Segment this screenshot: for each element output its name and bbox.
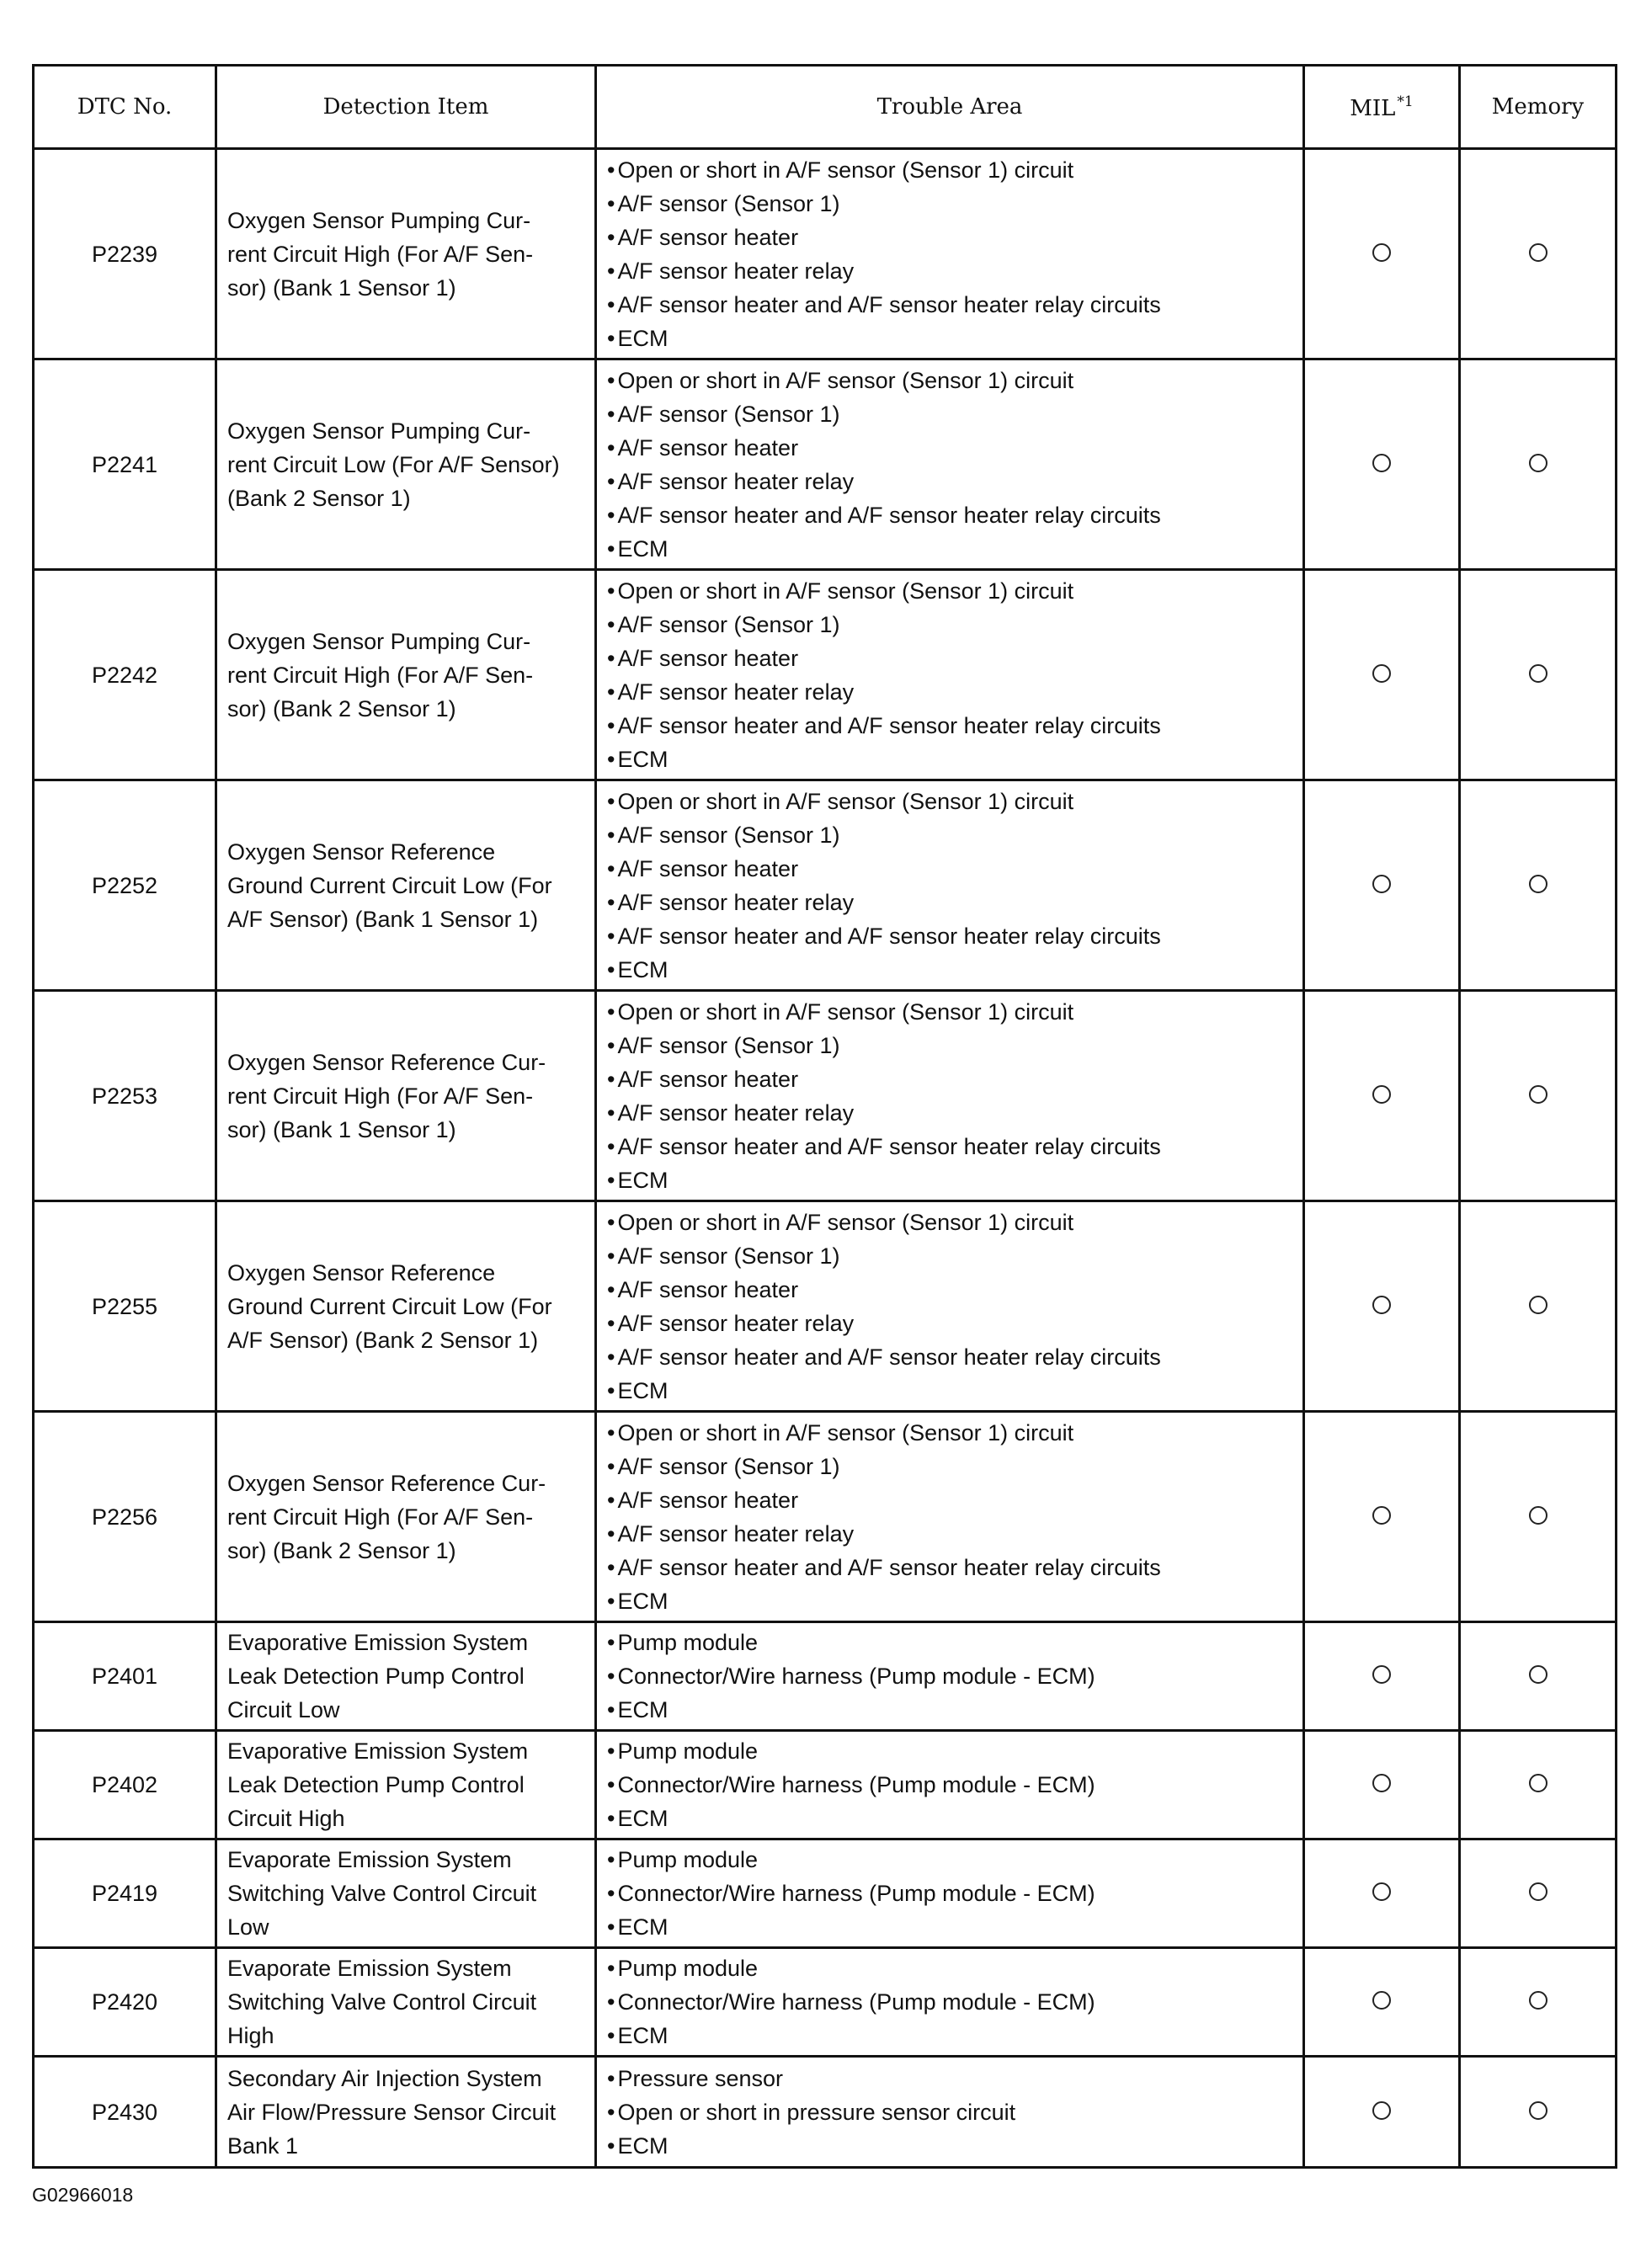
trouble-area-item: • A/F sensor heater — [607, 431, 1297, 465]
trouble-area-list — [607, 574, 1297, 776]
dtc-code: P2420 — [34, 1948, 216, 2057]
trouble-area-list — [607, 1206, 1297, 1408]
trouble-area — [596, 780, 1304, 991]
mil-cell — [1304, 1731, 1460, 1839]
memory-cell — [1460, 1731, 1617, 1839]
trouble-area-item: • ECM — [607, 2129, 1297, 2163]
trouble-area — [596, 1839, 1304, 1948]
detection-item-line: Oxygen Sensor Reference — [227, 839, 496, 865]
trouble-area-list — [607, 1843, 1297, 1944]
trouble-area-item: • A/F sensor heater — [607, 642, 1297, 675]
mil-circle-icon — [1372, 1991, 1391, 2010]
dtc-code: P2241 — [34, 359, 216, 570]
mil-circle-icon — [1372, 1296, 1391, 1314]
trouble-area-item: • A/F sensor heater — [607, 852, 1297, 886]
detection-item-line: Evaporative Emission System — [227, 1630, 529, 1655]
table-row — [34, 1839, 1617, 1948]
detection-item-line: Ground Current Circuit Low (For — [227, 1293, 552, 1319]
memory-cell — [1460, 570, 1617, 780]
trouble-area-item: • ECM — [607, 322, 1297, 355]
memory-cell — [1460, 991, 1617, 1201]
detection-item — [216, 1622, 596, 1731]
trouble-area-item: • Open or short in pressure sensor circuit — [607, 2095, 1297, 2129]
mil-circle-icon — [1372, 875, 1391, 893]
table-row — [34, 1622, 1617, 1731]
trouble-area-item: • A/F sensor heater relay — [607, 465, 1297, 498]
table-row — [34, 991, 1617, 1201]
table-row — [34, 780, 1617, 991]
trouble-area-item: • Pump module — [607, 1843, 1297, 1877]
detection-item-line: Low — [227, 1914, 269, 1940]
detection-item-line: Oxygen Sensor Pumping Cur- — [227, 418, 531, 444]
mil-circle-icon — [1372, 454, 1391, 472]
trouble-area-item: • ECM — [607, 1584, 1297, 1618]
trouble-area-item: • ECM — [607, 953, 1297, 987]
trouble-area — [596, 570, 1304, 780]
trouble-area-item: • ECM — [607, 1374, 1297, 1408]
trouble-area-list — [607, 1951, 1297, 2052]
detection-item-line: A/F Sensor) (Bank 2 Sensor 1) — [227, 1327, 539, 1353]
trouble-area-list — [607, 785, 1297, 987]
dtc-code: P2256 — [34, 1412, 216, 1622]
detection-item-line: High — [227, 2023, 274, 2048]
detection-item-line: A/F Sensor) (Bank 1 Sensor 1) — [227, 906, 539, 932]
mil-cell — [1304, 359, 1460, 570]
header-mil-label: MIL — [1350, 95, 1396, 121]
trouble-area-item: • Connector/Wire harness (Pump module - ECM) — [607, 1659, 1297, 1693]
trouble-area-item: • A/F sensor heater and A/F sensor heater relay circuits — [607, 919, 1297, 953]
detection-item — [216, 359, 596, 570]
mil-circle-icon — [1372, 1085, 1391, 1104]
detection-item — [216, 1731, 596, 1839]
trouble-area-item: • A/F sensor heater relay — [607, 675, 1297, 709]
trouble-area-item: • A/F sensor heater and A/F sensor heater relay circuits — [607, 1340, 1297, 1374]
trouble-area-item: • A/F sensor heater — [607, 1273, 1297, 1307]
trouble-area-item: • A/F sensor heater relay — [607, 1096, 1297, 1130]
trouble-area-item: • A/F sensor heater relay — [607, 1307, 1297, 1340]
trouble-area-list — [607, 1734, 1297, 1835]
detection-item-line: Oxygen Sensor Pumping Cur- — [227, 207, 531, 233]
table-row — [34, 1412, 1617, 1622]
trouble-area-item: • A/F sensor (Sensor 1) — [607, 818, 1297, 852]
memory-circle-icon — [1529, 1296, 1547, 1314]
detection-item — [216, 991, 596, 1201]
trouble-area-item: • Connector/Wire harness (Pump module - ECM) — [607, 1985, 1297, 2019]
mil-cell — [1304, 1948, 1460, 2057]
detection-item-line: rent Circuit High (For A/F Sen- — [227, 1504, 534, 1530]
memory-circle-icon — [1529, 1506, 1547, 1525]
mil-circle-icon — [1372, 1882, 1391, 1901]
trouble-area-item: • A/F sensor (Sensor 1) — [607, 608, 1297, 642]
trouble-area-item: • A/F sensor (Sensor 1) — [607, 1450, 1297, 1483]
detection-item-line: sor) (Bank 1 Sensor 1) — [227, 1116, 456, 1142]
header-mil-footnote: *1 — [1397, 93, 1414, 110]
trouble-area-item: • A/F sensor heater and A/F sensor heater relay circuits — [607, 498, 1297, 532]
trouble-area-item: • ECM — [607, 532, 1297, 566]
trouble-area-item: • A/F sensor heater and A/F sensor heater relay circuits — [607, 709, 1297, 743]
mil-cell — [1304, 2057, 1460, 2168]
detection-item — [216, 149, 596, 359]
memory-cell — [1460, 1622, 1617, 1731]
mil-cell — [1304, 149, 1460, 359]
memory-circle-icon — [1529, 2101, 1547, 2120]
detection-item-line: Leak Detection Pump Control — [227, 1772, 525, 1797]
trouble-area — [596, 1201, 1304, 1412]
memory-circle-icon — [1529, 1665, 1547, 1684]
detection-item-line: rent Circuit High (For A/F Sen- — [227, 241, 534, 267]
table-row — [34, 1731, 1617, 1839]
trouble-area-list — [607, 995, 1297, 1197]
memory-cell — [1460, 2057, 1617, 2168]
trouble-area-list — [607, 364, 1297, 566]
detection-item-line: sor) (Bank 1 Sensor 1) — [227, 274, 456, 301]
header-dtc-no: DTC No. — [34, 66, 216, 149]
trouble-area-item: • Open or short in A/F sensor (Sensor 1) circuit — [607, 574, 1297, 608]
memory-circle-icon — [1529, 1991, 1547, 2010]
trouble-area-item: • A/F sensor heater relay — [607, 1517, 1297, 1551]
header-row — [34, 66, 1617, 149]
trouble-area-item: • Open or short in A/F sensor (Sensor 1) circuit — [607, 153, 1297, 187]
memory-circle-icon — [1529, 875, 1547, 893]
trouble-area — [596, 1622, 1304, 1731]
detection-item — [216, 1839, 596, 1948]
detection-item-line: Leak Detection Pump Control — [227, 1664, 525, 1689]
trouble-area-item: • Connector/Wire harness (Pump module - ECM) — [607, 1877, 1297, 1910]
detection-item-line: Circuit Low — [227, 1697, 340, 1722]
table-row — [34, 149, 1617, 359]
detection-item-line: Oxygen Sensor Reference Cur- — [227, 1049, 546, 1075]
mil-cell — [1304, 570, 1460, 780]
memory-circle-icon — [1529, 664, 1547, 683]
detection-item-line: Switching Valve Control Circuit — [227, 1881, 537, 1906]
dtc-code: P2419 — [34, 1839, 216, 1948]
dtc-code: P2255 — [34, 1201, 216, 1412]
trouble-area-item: • Pump module — [607, 1626, 1297, 1659]
mil-cell — [1304, 1622, 1460, 1731]
memory-cell — [1460, 1412, 1617, 1622]
memory-cell — [1460, 780, 1617, 991]
memory-circle-icon — [1529, 1774, 1547, 1792]
trouble-area-item: • Open or short in A/F sensor (Sensor 1) circuit — [607, 995, 1297, 1029]
trouble-area-item: • ECM — [607, 743, 1297, 776]
dtc-table — [32, 64, 1617, 2169]
mil-circle-icon — [1372, 1506, 1391, 1525]
trouble-area-item: • ECM — [607, 1693, 1297, 1727]
trouble-area — [596, 991, 1304, 1201]
detection-item-line: rent Circuit High (For A/F Sen- — [227, 1083, 534, 1109]
detection-item-line: Oxygen Sensor Reference — [227, 1259, 496, 1286]
memory-circle-icon — [1529, 454, 1547, 472]
header-memory: Memory — [1460, 66, 1617, 149]
detection-item-line: Evaporative Emission System — [227, 1738, 529, 1764]
detection-item-line: sor) (Bank 2 Sensor 1) — [227, 1537, 456, 1563]
trouble-area-item: • A/F sensor (Sensor 1) — [607, 1029, 1297, 1062]
mil-cell — [1304, 780, 1460, 991]
mil-cell — [1304, 1412, 1460, 1622]
mil-circle-icon — [1372, 2101, 1391, 2120]
detection-item-line: Secondary Air Injection System — [227, 2065, 542, 2091]
detection-item-line: Air Flow/Pressure Sensor Circuit — [227, 2099, 557, 2125]
trouble-area-item: • Open or short in A/F sensor (Sensor 1) circuit — [607, 364, 1297, 397]
dtc-code: P2252 — [34, 780, 216, 991]
trouble-area-list — [607, 1416, 1297, 1618]
detection-item-line: Oxygen Sensor Reference Cur- — [227, 1470, 546, 1496]
detection-item-line: Circuit High — [227, 1806, 345, 1831]
memory-circle-icon — [1529, 1085, 1547, 1104]
detection-item-line: Oxygen Sensor Pumping Cur- — [227, 628, 531, 654]
trouble-area-item: • Pump module — [607, 1734, 1297, 1768]
mil-circle-icon — [1372, 1665, 1391, 1684]
dtc-code: P2239 — [34, 149, 216, 359]
trouble-area-item: • ECM — [607, 2019, 1297, 2052]
detection-item-line: rent Circuit Low (For A/F Sensor) — [227, 451, 560, 477]
memory-cell — [1460, 359, 1617, 570]
trouble-area-item: • Pump module — [607, 1951, 1297, 1985]
trouble-area-list — [607, 2062, 1297, 2163]
trouble-area — [596, 1412, 1304, 1622]
table-row — [34, 2057, 1617, 2168]
detection-item-line: sor) (Bank 2 Sensor 1) — [227, 695, 456, 721]
detection-item — [216, 1201, 596, 1412]
detection-item-line: Bank 1 — [227, 2132, 299, 2159]
trouble-area-item: • A/F sensor heater relay — [607, 254, 1297, 288]
detection-item — [216, 570, 596, 780]
header-detection-item: Detection Item — [216, 66, 596, 149]
trouble-area-item: • A/F sensor heater — [607, 1062, 1297, 1096]
memory-circle-icon — [1529, 1882, 1547, 1901]
table-row — [34, 1948, 1617, 2057]
detection-item — [216, 780, 596, 991]
mil-cell — [1304, 1201, 1460, 1412]
trouble-area-item: • A/F sensor heater — [607, 1483, 1297, 1517]
memory-cell — [1460, 1201, 1617, 1412]
mil-cell — [1304, 1839, 1460, 1948]
trouble-area — [596, 1731, 1304, 1839]
mil-circle-icon — [1372, 1774, 1391, 1792]
trouble-area-item: • ECM — [607, 1163, 1297, 1197]
trouble-area — [596, 2057, 1304, 2168]
trouble-area-item: • A/F sensor heater and A/F sensor heater relay circuits — [607, 288, 1297, 322]
table-row — [34, 359, 1617, 570]
trouble-area — [596, 149, 1304, 359]
header-mil — [1304, 66, 1460, 149]
trouble-area-item: • A/F sensor heater and A/F sensor heater relay circuits — [607, 1130, 1297, 1163]
trouble-area-item: • Pressure sensor — [607, 2062, 1297, 2095]
dtc-code: P2402 — [34, 1731, 216, 1839]
trouble-area-item: • Open or short in A/F sensor (Sensor 1) circuit — [607, 1416, 1297, 1450]
figure-id: G02966018 — [32, 2184, 134, 2206]
trouble-area-item: • Connector/Wire harness (Pump module - ECM) — [607, 1768, 1297, 1802]
detection-item-line: Ground Current Circuit Low (For — [227, 872, 552, 898]
header-trouble-area: Trouble Area — [596, 66, 1304, 149]
trouble-area-item: • A/F sensor heater and A/F sensor heater relay circuits — [607, 1551, 1297, 1584]
memory-cell — [1460, 1948, 1617, 2057]
trouble-area-item: • A/F sensor (Sensor 1) — [607, 187, 1297, 221]
trouble-area-item: • ECM — [607, 1910, 1297, 1944]
trouble-area-list — [607, 153, 1297, 355]
detection-item — [216, 2057, 596, 2168]
trouble-area — [596, 1948, 1304, 2057]
table-row — [34, 1201, 1617, 1412]
memory-circle-icon — [1529, 243, 1547, 262]
memory-cell — [1460, 1839, 1617, 1948]
dtc-code: P2242 — [34, 570, 216, 780]
trouble-area-item: • A/F sensor (Sensor 1) — [607, 1239, 1297, 1273]
mil-circle-icon — [1372, 664, 1391, 683]
detection-item-line: Evaporate Emission System — [227, 1847, 512, 1872]
trouble-area-item: • ECM — [607, 1802, 1297, 1835]
mil-cell — [1304, 991, 1460, 1201]
table-row — [34, 570, 1617, 780]
dtc-code: P2401 — [34, 1622, 216, 1731]
detection-item-line: (Bank 2 Sensor 1) — [227, 485, 411, 511]
trouble-area-item: • A/F sensor heater relay — [607, 886, 1297, 919]
trouble-area — [596, 359, 1304, 570]
detection-item-line: Evaporate Emission System — [227, 1956, 512, 1981]
dtc-code: P2430 — [34, 2057, 216, 2168]
trouble-area-item: • Open or short in A/F sensor (Sensor 1) circuit — [607, 1206, 1297, 1239]
detection-item-line: rent Circuit High (For A/F Sen- — [227, 662, 534, 688]
memory-cell — [1460, 149, 1617, 359]
mil-circle-icon — [1372, 243, 1391, 262]
detection-item — [216, 1948, 596, 2057]
trouble-area-item: • A/F sensor (Sensor 1) — [607, 397, 1297, 431]
trouble-area-item: • Open or short in A/F sensor (Sensor 1) circuit — [607, 785, 1297, 818]
dtc-code: P2253 — [34, 991, 216, 1201]
trouble-area-item: • A/F sensor heater — [607, 221, 1297, 254]
detection-item — [216, 1412, 596, 1622]
trouble-area-list — [607, 1626, 1297, 1727]
detection-item-line: Switching Valve Control Circuit — [227, 1989, 537, 2015]
